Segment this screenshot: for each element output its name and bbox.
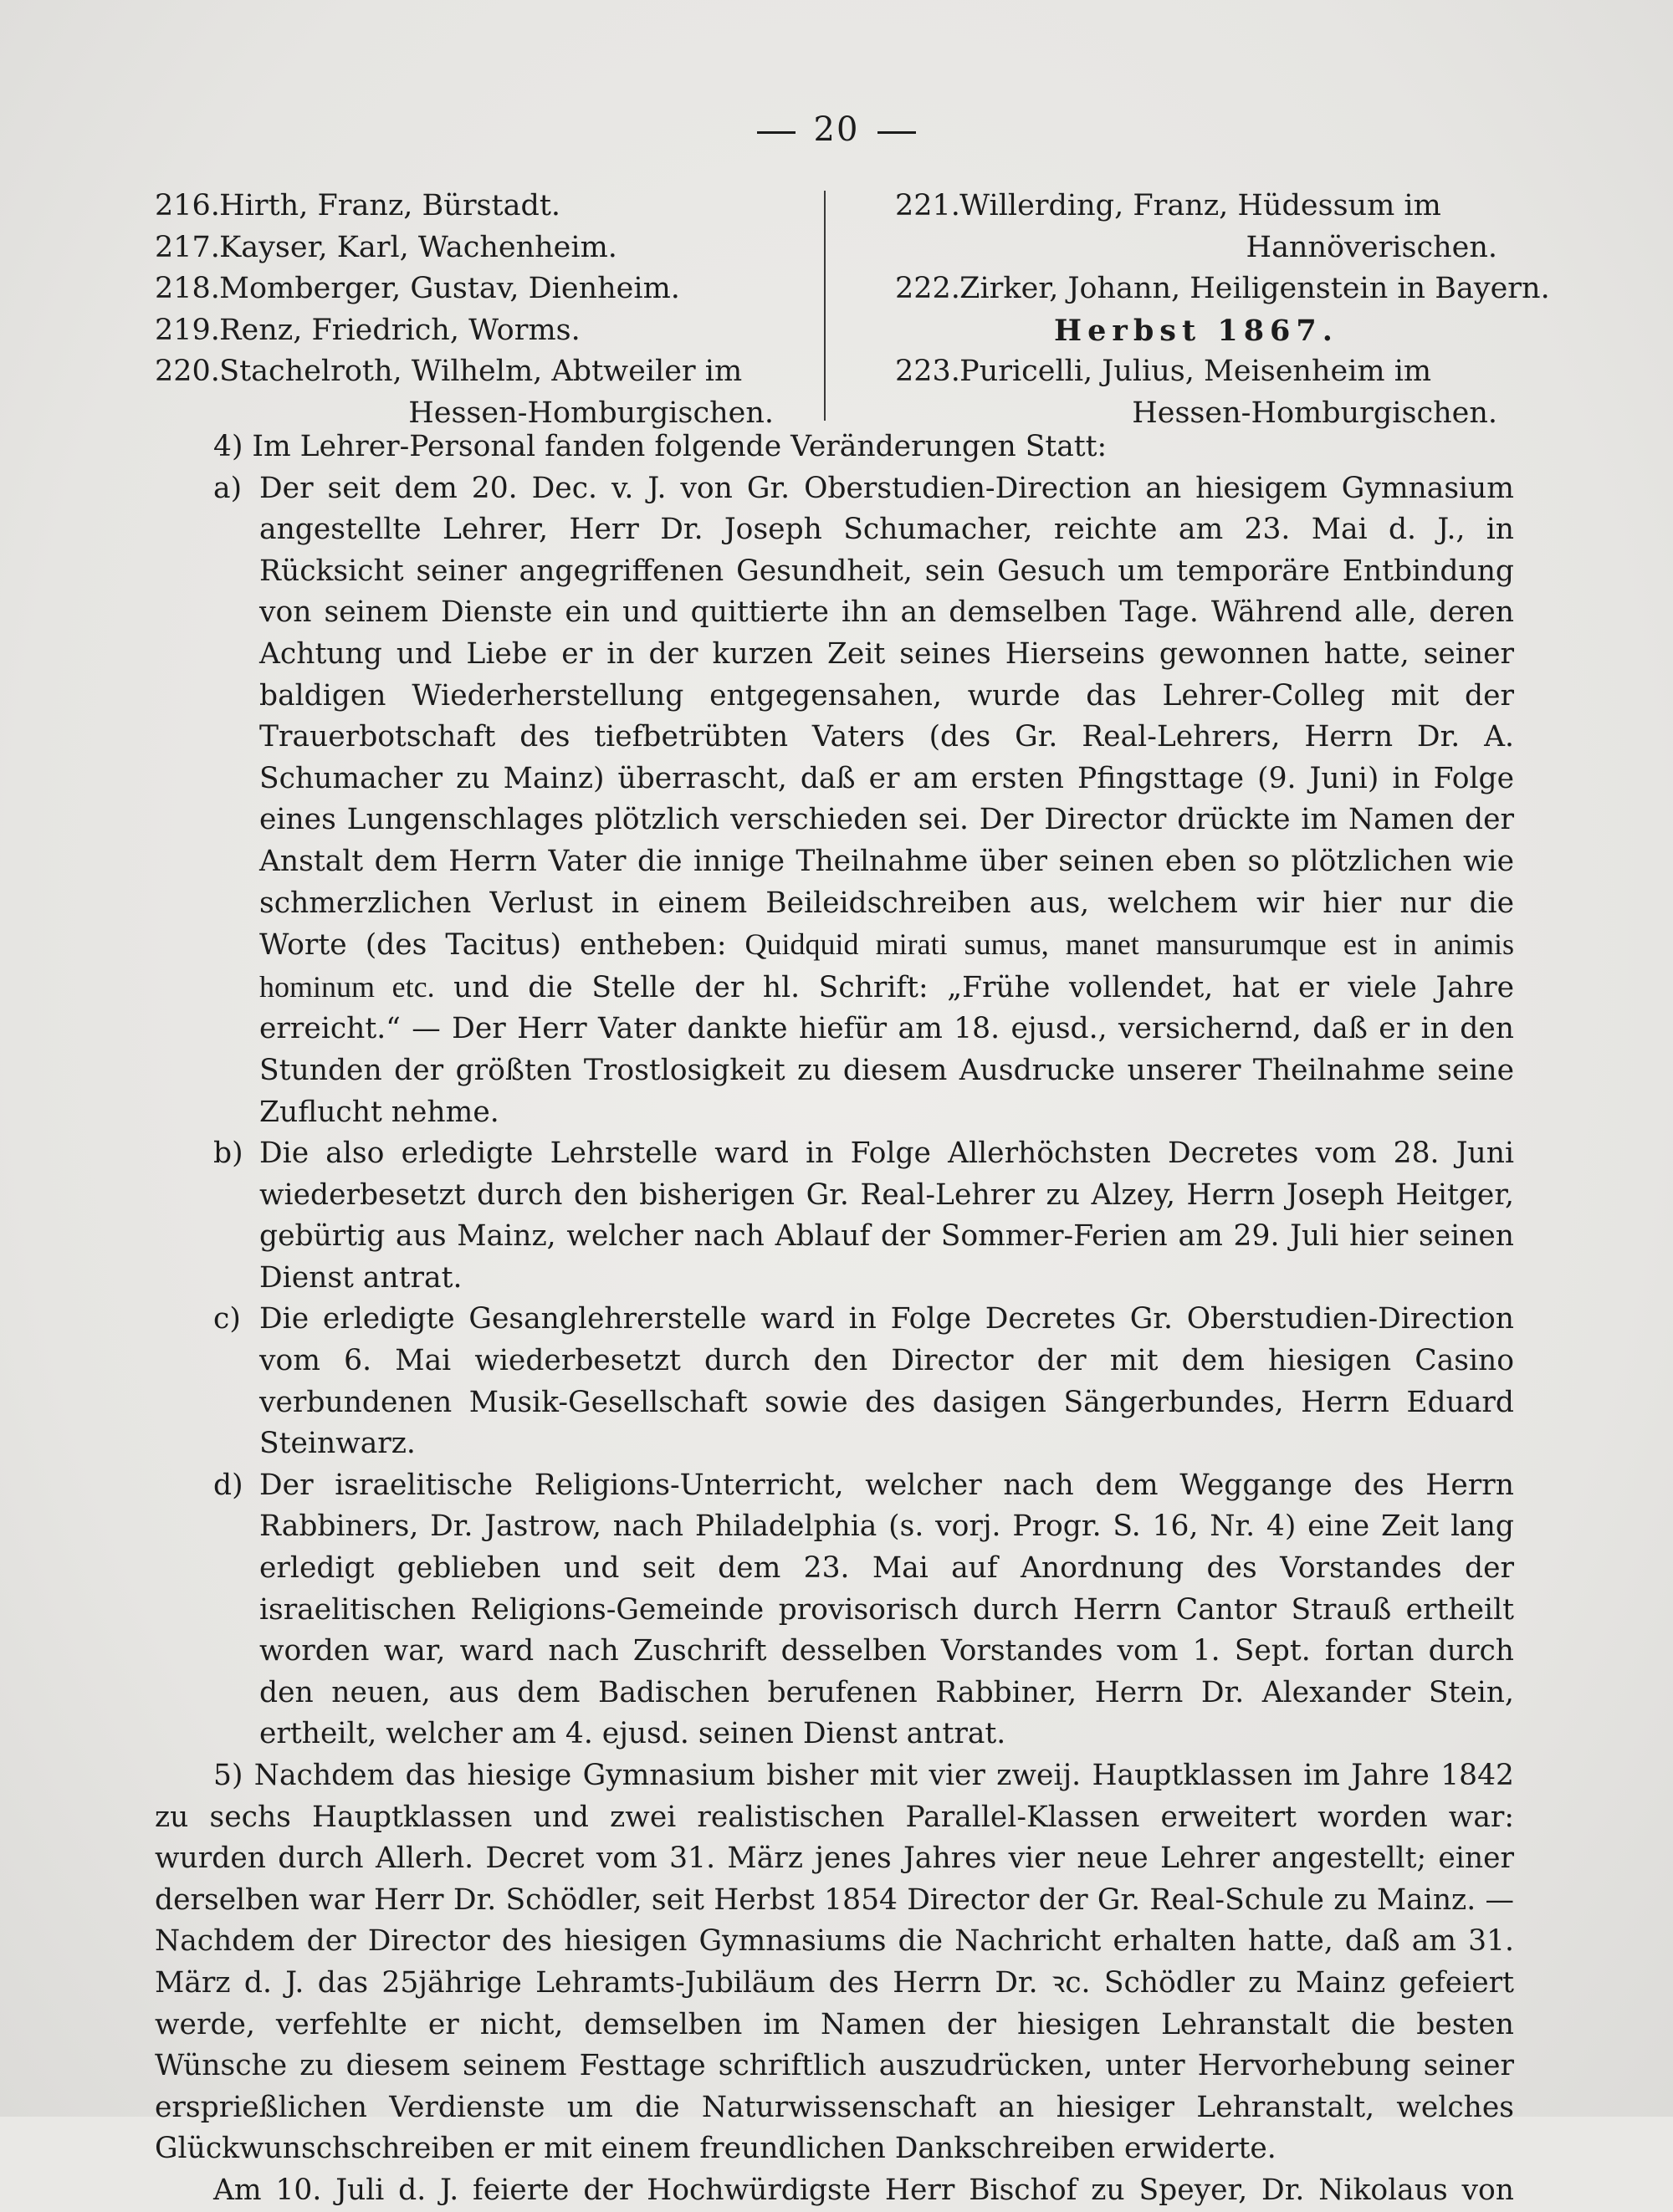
list-item <box>155 227 807 269</box>
entry-text: Puricelli, Julius, Meisenheim im <box>959 355 1432 388</box>
entry-continuation: Hessen-Homburgischen. <box>408 396 774 430</box>
section-4d <box>155 1465 1514 1755</box>
item-text: Der israelitische Religions-Unterricht, welcher nach dem Weggange des Herrn Rabbiners, Dr. Jastrow, nach Philadelphia (s. vorj. Progr. S. 16, Nr. 4) eine Zeit lang erledigt geblieben und seit dem 23. Mai auf Anordnung des Vorstandes der israelitischen Religions-Gemeinde provisorisch durch Herrn Cantor Strauß ertheilt worden war, ward nach Zuschrift desselben Vorstandes vom 1. Sept. fortan durch den neuen, aus dem Badischen berufenen Rabbiner, Herrn Dr. Alexander Stein, ertheilt, welcher am 4. ejusd. seinen Dienst antrat. <box>259 1468 1514 1751</box>
body-text <box>155 427 1514 2212</box>
section-4a <box>155 468 1514 1134</box>
student-list-left <box>155 186 807 434</box>
list-item <box>895 186 1531 268</box>
entry-number: 217. <box>155 230 220 264</box>
page-number-dash-left <box>757 131 796 134</box>
list-item <box>895 268 1550 310</box>
item-text: Die also erledigte Lehrstelle ward in Folge Allerhöchsten Decretes vom 28. Juni wiederbesetzt durch den bisherigen Gr. Real-Lehrer zu Alzey, Herrn Joseph Heitger, gebürtig aus Mainz, welcher nach Ablauf der Sommer-Ferien am 29. Juli hier seinen Dienst antrat. <box>259 1137 1514 1295</box>
last-line: Am 10. Juli d. J. feierte der Hochwürdigste Herr Bischof zu Speyer, Dr. Nikolaus von <box>213 2173 1514 2207</box>
entry-text: Stachelroth, Wilhelm, Abtweiler im <box>219 355 743 388</box>
entry-continuation: Hessen-Homburgischen. <box>1132 396 1497 430</box>
entry-number: 218. <box>155 272 220 305</box>
list-item <box>155 268 807 310</box>
entry-text: Momberger, Gustav, Dienheim. <box>219 272 680 305</box>
section-4b <box>155 1133 1514 1299</box>
entry-text: Renz, Friedrich, Worms. <box>219 313 581 347</box>
entry-text: Zirker, Johann, Heiligenstein in Bayern. <box>959 272 1550 305</box>
entry-text: Kayser, Karl, Wachenheim. <box>219 230 617 264</box>
item-text-continued: und die Stelle der hl. Schrift: „Frühe vollendet, hat er viele Jahre erreicht.“ — Der Herr Vater dankte hiefür am 18. ejusd., versichernd, daß er in den Stunden der größten Trostlosigkeit zu diesem Ausdrucke unserer Theilnahme seine Zuflucht nehme. <box>259 970 1515 1129</box>
entry-text: Willerding, Franz, Hüdessum im <box>959 189 1441 222</box>
entry-continuation: Hannöverischen. <box>1246 230 1497 264</box>
item-label: d) <box>213 1468 243 1502</box>
entry-number: 222. <box>895 272 960 305</box>
entry-text: Hirth, Franz, Bürstadt. <box>219 189 561 222</box>
list-item <box>155 351 807 434</box>
entry-number: 221. <box>895 189 960 222</box>
item-text: Der seit dem 20. Dec. v. J. von Gr. Oberstudien-Direction an hiesigem Gymnasium angestellte Lehrer, Herr Dr. Joseph Schumacher, reichte am 23. Mai d. J., in Rücksicht seiner angegriffenen Gesundheit, sein Gesuch um temporäre Entbindung von seinem Dienste ein und quittierte ihn an demselben Tage. Während alle, deren Achtung und Liebe er in der kurzen Zeit seines Hierseins gewonnen hatte, seiner baldigen Wiederherstellung entgegensahen, wurde das Lehrer-Colleg mit der Trauerbotschaft des tiefbetrübten Vaters (des Gr. Real-Lehrers, Herrn Dr. A. Schumacher zu Mainz) überrascht, daß er am ersten Pfingsttage (9. Juni) in Folge eines Lungenschlages plötzlich verschieden sei. Der Director drückte im Namen der Anstalt dem Herrn Vater die innige Theilnahme über seinen eben so plötzlichen wie schmerzlichen Verlust in einem Beileidschreiben aus, welchem wir hier nur die Worte (des Tacitus) entheben: <box>259 471 1514 963</box>
entry-number: 223. <box>895 355 960 388</box>
latin-quote: Quidquid mirati sumus, manet mansurumque est in animis hominum etc. <box>259 927 1515 1004</box>
page-number <box>0 110 1673 149</box>
section-4-intro: 4) Im Lehrer-Personal fanden folgende Veränderungen Statt: <box>213 430 1108 463</box>
entry-number: 219. <box>155 313 220 347</box>
page-number-dash-right <box>877 131 916 134</box>
list-item <box>155 310 807 352</box>
section-4c <box>155 1299 1514 1464</box>
section-5: 5) Nachdem das hiesige Gymnasium bisher mit vier zweij. Hauptklassen im Jahre 1842 zu sechs Hauptklassen und zwei realistischen Parallel-Klassen erweitert worden war: wurden durch Allerh. Decret vom 31. März jenes Jahres vier neue Lehrer angestellt; einer derselben war Herr Dr. Schödler, seit Herbst 1854 Director der Gr. Real-Schule zu Mainz. — Nachdem der Director des hiesigen Gymnasiums die Nachricht erhalten hatte, daß am 31. März d. J. das 25jährige Lehramts-Jubiläum des Herrn Dr. ꝛc. Schödler zu Mainz gefeiert werde, verfehlte er nicht, demselben im Namen der hiesigen Lehranstalt die besten Wünsche zu diesem seinem Festtage schriftlich auszudrücken, unter Hervorhebung seiner ersprießlichen Verdienste um die Naturwissenschaft an hiesiger Lehranstalt, welches Glückwunschschreiben er mit einem freundlichen Dankschreiben erwiderte. <box>155 1759 1514 2166</box>
item-label: c) <box>213 1302 241 1336</box>
student-list-right <box>895 186 1550 434</box>
item-label: a) <box>213 471 243 505</box>
list-item <box>155 186 807 227</box>
page-number-value: 20 <box>813 110 860 149</box>
item-text: Die erledigte Gesanglehrerstelle ward in Folge Decretes Gr. Oberstudien-Direction vom 6. Mai wiederbesetzt durch den Director der mit dem hiesigen Casino verbundenen Musik-Gesellschaft sowie des dasigen Sängerbundes, Herrn Eduard Steinwarz. <box>259 1302 1514 1461</box>
entry-number: 216. <box>155 189 220 222</box>
season-heading: Herbst 1867. <box>1054 313 1338 348</box>
list-item <box>895 351 1531 434</box>
item-label: b) <box>213 1137 243 1171</box>
column-divider <box>824 191 826 421</box>
entry-number: 220. <box>155 355 220 388</box>
